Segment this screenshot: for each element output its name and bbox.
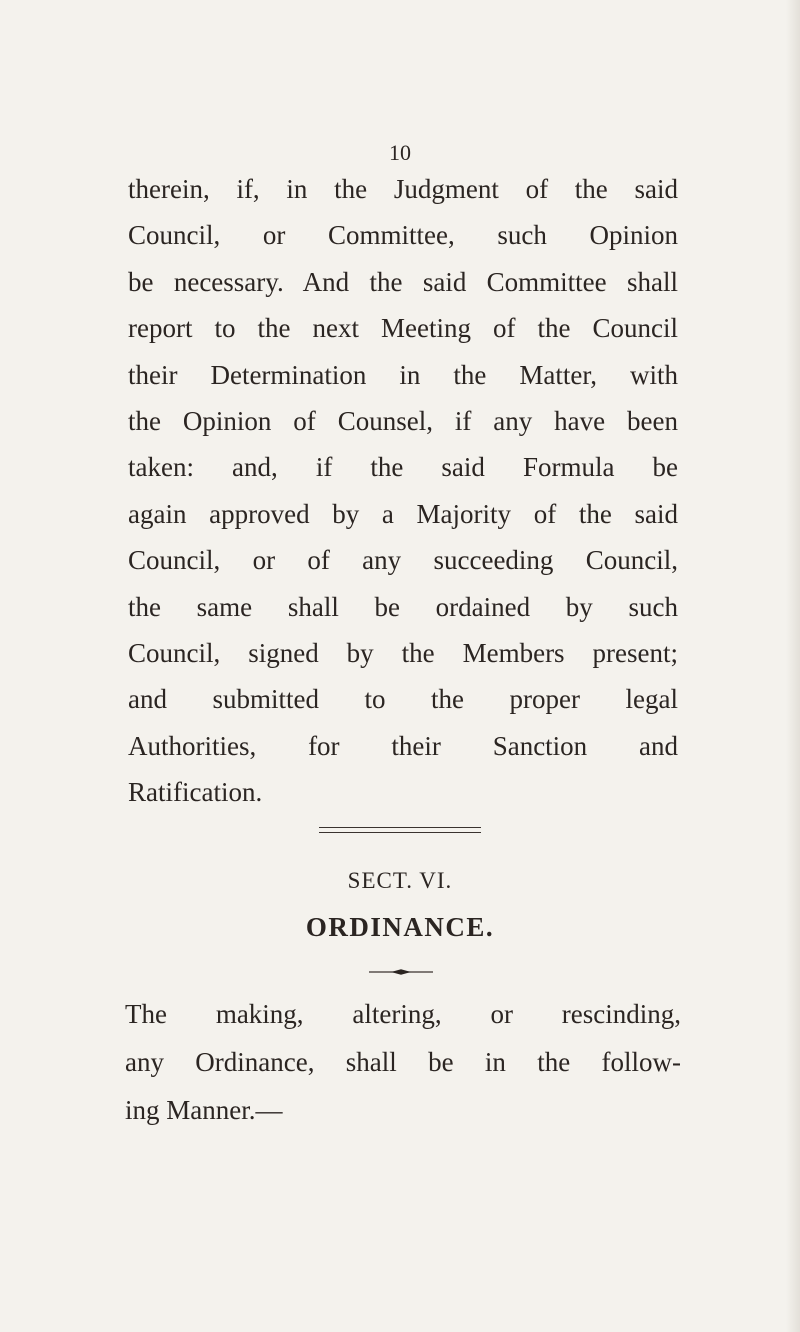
page-number: 10 [389,140,411,165]
text-line: again approved by a Majority of the said [128,498,678,529]
text-line: Council, or Committee, such Opinion [128,220,678,251]
text-line: The making, altering, or rescinding, [125,999,681,1029]
text-line: Authorities, for their Sanction and [128,730,678,761]
ordinance-paragraph [125,990,681,1134]
text-line: report to the next Meeting of the Council [128,313,678,344]
text-line: Ratification. [128,777,263,808]
section-number: SECT. VI. [347,868,453,893]
text-line: ing Manner.— [125,1095,283,1125]
text-line: and submitted to the proper legal [128,684,678,715]
page-edge-shadow [786,0,800,1332]
text-line: be necessary. And the said Committee shall [128,266,678,297]
text-line: their Determination in the Matter, with [128,359,678,390]
ornament-rule-divider [369,968,433,976]
body-paragraph [128,166,678,815]
text-line: the Opinion of Counsel, if any have been [128,405,678,436]
text-line: any Ordinance, shall be in the follow- [125,1047,681,1077]
section-title: ORDINANCE. [305,912,495,942]
text-line: therein, if, in the Judgment of the said [128,174,678,204]
text-line: the same shall be ordained by such [128,591,678,622]
double-rule-divider [319,827,481,833]
text-line: Council, signed by the Members present; [128,637,678,668]
text-line: taken: and, if the said Formula be [128,452,678,483]
text-line: Council, or of any succeeding Council, [128,545,678,576]
